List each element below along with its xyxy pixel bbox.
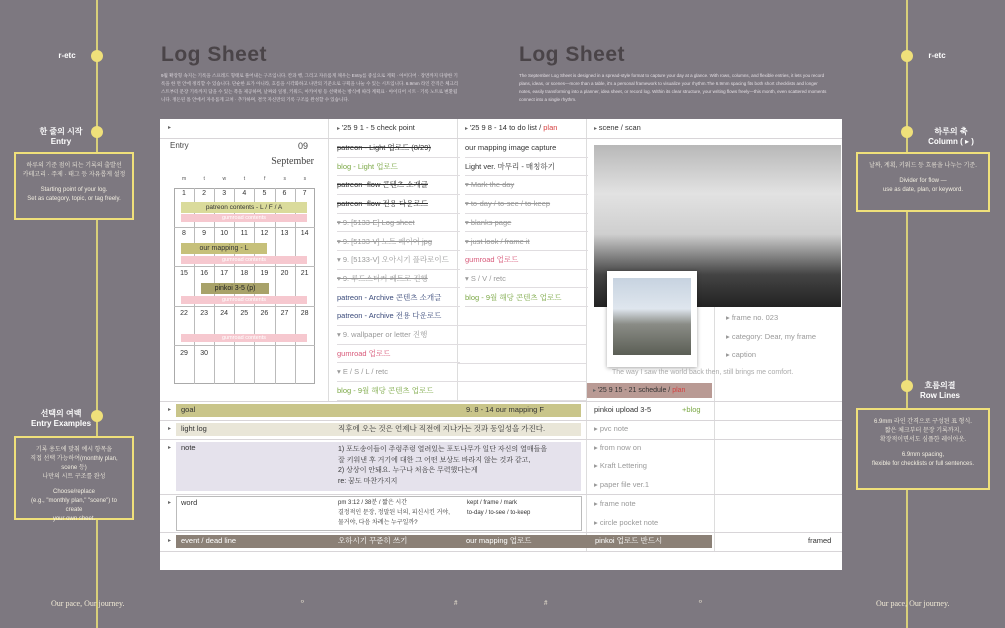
column-title-ko: 하루의 축 <box>934 127 968 136</box>
cal-weekday: w <box>222 176 227 182</box>
list-item-text: gumroad 업로드 <box>465 255 519 265</box>
list-item[interactable] <box>337 195 460 214</box>
rows-title-ko: 흐름의결 <box>924 381 956 390</box>
polaroid-photo <box>607 271 697 367</box>
examples-title-ko: 선택의 여백 <box>40 409 82 418</box>
schedule-more-item[interactable]: ▸ circle pocket note <box>594 517 659 527</box>
polaroid-image <box>613 278 691 355</box>
cal-day[interactable]: 17 <box>220 270 229 277</box>
rows-box-ko: 6.9mm 라인 간격으로 구성된 표 형식. 짧은 체크부터 문장 기록까지, 확장적이면서도 심플한 레이아웃. <box>874 419 972 443</box>
entry-title-ko: 한 줄의 시작 <box>39 127 83 136</box>
cal-day[interactable]: 9 <box>202 230 207 237</box>
header-col4-text: scene / scan <box>598 123 641 132</box>
word-a-1: pm 3:12 / 38분 / 짧은 시간 <box>338 500 408 506</box>
list-item-text: ▾ 9. wallpaper or letter 진행 <box>337 330 428 339</box>
list-item-text: patreon -flow 전용 다운로드 <box>337 199 428 209</box>
footer-left: Our pace, Our journey. <box>51 599 125 608</box>
cal-day[interactable]: 25 <box>240 310 249 317</box>
footer-mark-1: ᄋ <box>299 600 306 608</box>
bottom-line-6 <box>160 551 842 552</box>
cal-bar-mapping: our mapping - L <box>181 243 267 254</box>
list-item[interactable] <box>337 289 460 308</box>
list-item-text: patreon - Light 업로드 (8/29) <box>337 143 431 152</box>
cal-day[interactable]: 5 <box>262 190 267 197</box>
examples-box-ko: 기록 용도에 맞춰 예시 항목을 직접 선택 가능하여(monthly plan, scene 등) 나만의 시트 구조를 완성 <box>30 447 118 480</box>
lightlog-arrow: ▸ <box>168 426 172 432</box>
cal-weekday: f <box>263 176 266 182</box>
title-left: Log Sheet <box>161 43 268 66</box>
list-item-text: patreon -flow 콘텐츠 소개글 <box>337 180 428 190</box>
cal-bar-patreon: patreon contents - L / F / A <box>181 202 307 213</box>
list-item-text: ▾ blanks page <box>465 217 512 227</box>
word-b-2: to-day / to-see / to-keep <box>467 510 531 516</box>
bottom-line-3 <box>160 439 842 440</box>
word-text-b <box>467 498 530 518</box>
lightlog-label: light log <box>181 424 207 433</box>
list-item-text: blog - 9월 해당 콘텐츠 업로드 <box>337 386 434 396</box>
list-item[interactable] <box>465 139 588 158</box>
schedule-header: ▸ '25 9 15 - 21 schedule / plan <box>587 383 712 398</box>
cal-day[interactable]: 24 <box>220 310 229 317</box>
cal-bar-gumroad-3: gumroad contents <box>181 296 307 304</box>
cal-month-name: September <box>271 156 314 167</box>
list-item-text: our mapping image capture <box>465 143 557 152</box>
cal-day[interactable]: 30 <box>200 350 208 357</box>
cal-day[interactable]: 29 <box>180 350 188 357</box>
cal-weekday-row <box>174 176 315 182</box>
right-dot-top <box>901 50 913 62</box>
cal-bar-gumroad-1: gumroad contents <box>181 214 307 222</box>
entry-box-en: Starting point of your log. Set as category, topic, or tag freely. <box>27 187 121 202</box>
note-line-2: 잘 키워낸 후 거기에 대한 그 어떤 보상도 바라지 않는 것과 같고, <box>338 456 531 464</box>
list-item[interactable] <box>337 270 460 289</box>
cal-day[interactable]: 6 <box>282 190 287 197</box>
list-item[interactable] <box>337 214 460 233</box>
word-a-3: 물거야, 다음 차례는 누구일까? <box>338 520 418 526</box>
list-item-text: blog - 9월 해당 콘텐츠 업로드 <box>465 292 562 302</box>
word-text-a <box>338 498 450 528</box>
cal-day[interactable]: 8 <box>182 230 186 237</box>
cal-day[interactable]: 4 <box>242 190 247 197</box>
header-col3-text: '25 9 8 - 14 to do list / <box>469 123 544 132</box>
list-item-text: ▾ 9. [5133-V] 노트 레이어 jpg <box>337 236 433 246</box>
scene-meta-item: ▸ caption <box>726 350 757 360</box>
header-col3: ▸ '25 9 8 - 14 to do list / plan <box>465 123 558 132</box>
schedule-item-pinkoi: pinkoi upload 3-5 <box>594 405 652 414</box>
list-item[interactable] <box>465 158 588 177</box>
cal-day[interactable]: 2 <box>202 190 207 197</box>
cal-day[interactable]: 28 <box>300 310 309 317</box>
list-item[interactable] <box>337 158 460 177</box>
goal-text: 9. 8 - 14 our mapping F <box>466 405 544 414</box>
cal-bar-gumroad-4: gumroad contents <box>181 334 307 342</box>
cal-weekday: s <box>283 176 287 182</box>
word-a-2: 결정적인 문장, 정말된 너의, 피신시킨 거야, <box>338 510 450 516</box>
footer-mark-3: # <box>544 599 548 607</box>
entry-title-en: Entry <box>50 137 72 146</box>
title-right: Log Sheet <box>519 43 626 66</box>
note-line-3: 2) 상상이 안돼요. 누구나 처음은 무력했다는게 <box>338 467 478 474</box>
footer-mark-2: # <box>454 599 458 607</box>
cal-day[interactable]: 20 <box>280 270 289 277</box>
event-label: event / dead line <box>181 536 237 545</box>
cal-day[interactable]: 21 <box>300 270 309 277</box>
cal-day[interactable]: 13 <box>280 230 289 237</box>
column-box <box>856 152 990 212</box>
list-item[interactable] <box>337 139 460 158</box>
list-item-text: ▾ Mark the day <box>465 180 515 190</box>
cal-day[interactable]: 23 <box>200 310 208 317</box>
event-end: framed <box>808 536 832 545</box>
cal-weekdays <box>174 176 315 182</box>
cal-hline <box>174 306 315 307</box>
note-line-4: re: 꿈도 마찬가지지 <box>338 477 398 485</box>
header-col2-text: '25 9 1 - 5 check point <box>341 123 415 132</box>
list-item[interactable] <box>337 363 460 382</box>
schedule-more-item[interactable]: ▸ from now on <box>594 442 642 452</box>
cal-day[interactable]: 12 <box>260 230 269 237</box>
left-guide-line <box>96 0 98 628</box>
list-item[interactable] <box>337 176 460 195</box>
schedule-more-item[interactable]: ▸ pvc note <box>594 424 629 433</box>
divider-4 <box>714 307 715 551</box>
event-arrow: ▸ <box>168 538 172 544</box>
list-item[interactable] <box>465 289 588 308</box>
list-item[interactable] <box>337 307 460 326</box>
cal-day[interactable]: 11 <box>240 230 248 237</box>
list-item[interactable] <box>337 326 460 345</box>
list-item-text: gumroad 업로드 <box>337 348 391 358</box>
cal-hline <box>174 345 315 346</box>
cal-day[interactable]: 1 <box>182 190 186 197</box>
entry-box-ko: 하루의 기준 점이 되는 기록의 출발선 카테고리 · 주제 · 태그 등 자유롭게 설정 <box>22 163 126 178</box>
cal-day[interactable]: 7 <box>302 190 307 197</box>
col3-empty-line <box>458 325 586 326</box>
list-item[interactable] <box>337 345 460 364</box>
note-label: note <box>181 443 196 452</box>
list-item[interactable] <box>465 195 588 214</box>
divider-1 <box>328 119 329 401</box>
header-col3-plan: plan <box>543 123 558 132</box>
list-item-text: ▾ 9. 루드스터커 레트로 진행 <box>337 273 428 283</box>
scene-meta-item: ▸ frame no. 023 <box>726 313 779 322</box>
list-item-text: Light ver. 마무리 - 매칭하기 <box>465 161 555 171</box>
rows-title-en: Row Lines <box>919 391 960 400</box>
intro-right: The September Log Sheet is designed in a spread-style format to capture your day at a glance. With rows, columns, and flexible entries, it lets you record plans, ideas, or scenes—more than a table, it's a personal framework to visualize your rhythm.The 6.9mm spacing fits both short checklists and longer notes, easily transforming into a planner, idea sheet, or record log. Within its clear structure, your writing flows freely—this month, even scattered moments connect into a single rhythm. <box>519 73 827 102</box>
scene-meta-item: ▸ category: Dear, my frame <box>726 331 817 341</box>
list-item-text: ▾ 9. [5133-V] 오아시기 플라로이드 <box>337 255 449 265</box>
list-item[interactable] <box>465 251 588 270</box>
word-b-1: kept / frame / mark <box>467 500 518 506</box>
list-item-text: ▾ E / S / L / retc <box>337 367 389 377</box>
lightlog-text: 직후에 오는 것은 언제나 직전에 지나가는 것과 동일성을 가진다. <box>338 424 546 433</box>
examples-title-en: Entry Examples <box>30 419 92 428</box>
cal-weekday: t <box>243 176 246 182</box>
schedule-more-item[interactable]: ▸ paper file ver.1 <box>594 480 650 490</box>
cal-bar-gumroad-2: gumroad contents <box>181 256 307 264</box>
cal-hline <box>174 227 315 228</box>
list-item-text: ▾ just look / frame it <box>465 236 530 246</box>
list-item-text: patreon - Archive 콘텐츠 소개글 <box>337 292 442 302</box>
list-item[interactable] <box>337 251 460 270</box>
cal-day[interactable]: 10 <box>220 230 229 237</box>
list-item[interactable] <box>465 214 588 233</box>
cal-weekday: m <box>181 176 187 182</box>
header-col4: ▸ scene / scan <box>594 123 641 132</box>
cal-day[interactable]: 19 <box>260 270 269 277</box>
list-item-text: blog - Light 업로드 <box>337 161 398 171</box>
cal-day[interactable]: 16 <box>200 270 208 277</box>
right-top-label: r-etc <box>928 51 946 60</box>
rows-box <box>856 408 990 490</box>
cal-bar-pinkoi: pinkoi 3-5 (p) <box>201 283 269 294</box>
event-cell-1: 오하시기 꾸준히 쓰기 <box>338 536 408 545</box>
list-item[interactable] <box>465 233 588 252</box>
cal-month-num: 09 <box>298 141 309 151</box>
footer-right: Our pace, Our journey. <box>876 599 950 608</box>
note-arrow: ▸ <box>168 445 172 451</box>
schedule-item-blog: +blog <box>682 405 701 414</box>
schedule-plan: plan <box>672 387 686 394</box>
bottom-line-4 <box>160 494 842 495</box>
footer-mark-4: ᄋ <box>697 600 704 608</box>
entry-box <box>14 152 134 220</box>
event-cell-3: pinkoi 업로드 반드시 <box>595 536 663 545</box>
list-item-text: ▾ to-day / to-see / to-keep <box>465 199 551 209</box>
examples-box-en: Choose/replace (e.g., "monthly plan," "scene") to create your own sheet. <box>31 489 117 522</box>
cal-day[interactable]: 27 <box>280 310 289 317</box>
cal-weekday: t <box>203 176 205 182</box>
cal-entry-label: Entry <box>170 141 189 150</box>
list-item[interactable] <box>337 233 460 252</box>
cal-day[interactable]: 18 <box>240 270 249 277</box>
goal-label: goal <box>181 405 196 414</box>
list-item[interactable] <box>337 382 460 401</box>
rows-box-en: 6.9mm spacing, flexible for checklists or full sentences. <box>871 452 975 467</box>
list-item-text: ▾ S / V / retc <box>465 273 506 283</box>
col3-empty-line <box>458 381 586 382</box>
note-text <box>338 445 547 487</box>
left-top-label: r-etc <box>58 51 76 60</box>
header-arrow-1: ▸ <box>168 125 172 131</box>
note-line-1: 1) 포도송이들이 주렁주렁 열려있는 포도나무가 일단 자신의 열매들을 <box>338 446 548 453</box>
scene-quote: The way I saw the world back then, still brings me comfort. <box>612 369 794 376</box>
intro-left: 9월 확장형 속지는 기록을 스프레드 형태로 풀어내는 구조입니다. 칸과 행, 그리고 자유롭게 채우는 Entry를 중심으로 계획 · 아이디어 · 장면까지 다양한 기록을 한 면 안에 정리할 수 있습니다. 단순한 표가 아니라, 흐름을 시각화하고 나만의 기준으로 구획을 나눌 수 있는 시트입니다. 6.9mm 라인 간격은 체크리스트부터 문장 기록까지 담을 수 있는 폭을 제공하며, 날짜와 일정, 키워드, 아카이빙 등 선택하는 방식에 따라 계획표 · 아이디어 시트 · 기록 노트로 변환됩니다. 정돈된 틀 안에서 자유롭게 고쳐 · 추가하며, 결국 자신만의 기록 구조를 완성할 수 있습니다. <box>161 73 459 102</box>
right-guide-line <box>906 0 908 628</box>
cal-day[interactable]: 15 <box>180 270 188 277</box>
schedule-more-item[interactable]: ▸ Kraft Lettering <box>594 461 647 471</box>
cal-day[interactable]: 14 <box>300 230 309 237</box>
list-item-text: ▾ 9. [5133-E] Log sheet <box>337 217 415 227</box>
cal-day[interactable]: 22 <box>180 310 188 317</box>
schedule-more-item[interactable]: ▸ frame note <box>594 498 636 508</box>
event-cell-2: our mapping 업로드 <box>466 536 532 545</box>
col3-empty-line <box>458 344 586 345</box>
col3-empty-line <box>458 363 586 364</box>
column-box-ko: 날짜, 계획, 키워드 등 흐름을 나누는 기준. <box>869 163 977 169</box>
word-label: word <box>181 498 198 507</box>
cal-weekday: s <box>303 176 307 182</box>
list-item[interactable] <box>465 270 588 289</box>
examples-box <box>14 436 134 520</box>
header-col2: ▸ '25 9 1 - 5 check point <box>337 123 415 132</box>
column-box-en: Divider for flow — use as date, plan, or keyword. <box>882 178 964 193</box>
left-dot-top <box>91 50 103 62</box>
cal-hline <box>174 266 315 267</box>
schedule-header-text: '25 9 15 - 21 schedule / <box>597 387 673 394</box>
goal-arrow: ▸ <box>168 407 172 413</box>
column-title-en: Column ( ▸ ) <box>928 137 974 146</box>
list-item-text: patreon - Archive 전용 다운로드 <box>337 311 442 321</box>
list-item[interactable] <box>465 176 588 195</box>
cal-day[interactable]: 3 <box>222 190 227 197</box>
cal-day[interactable]: 26 <box>260 310 269 317</box>
word-arrow: ▸ <box>168 500 172 506</box>
